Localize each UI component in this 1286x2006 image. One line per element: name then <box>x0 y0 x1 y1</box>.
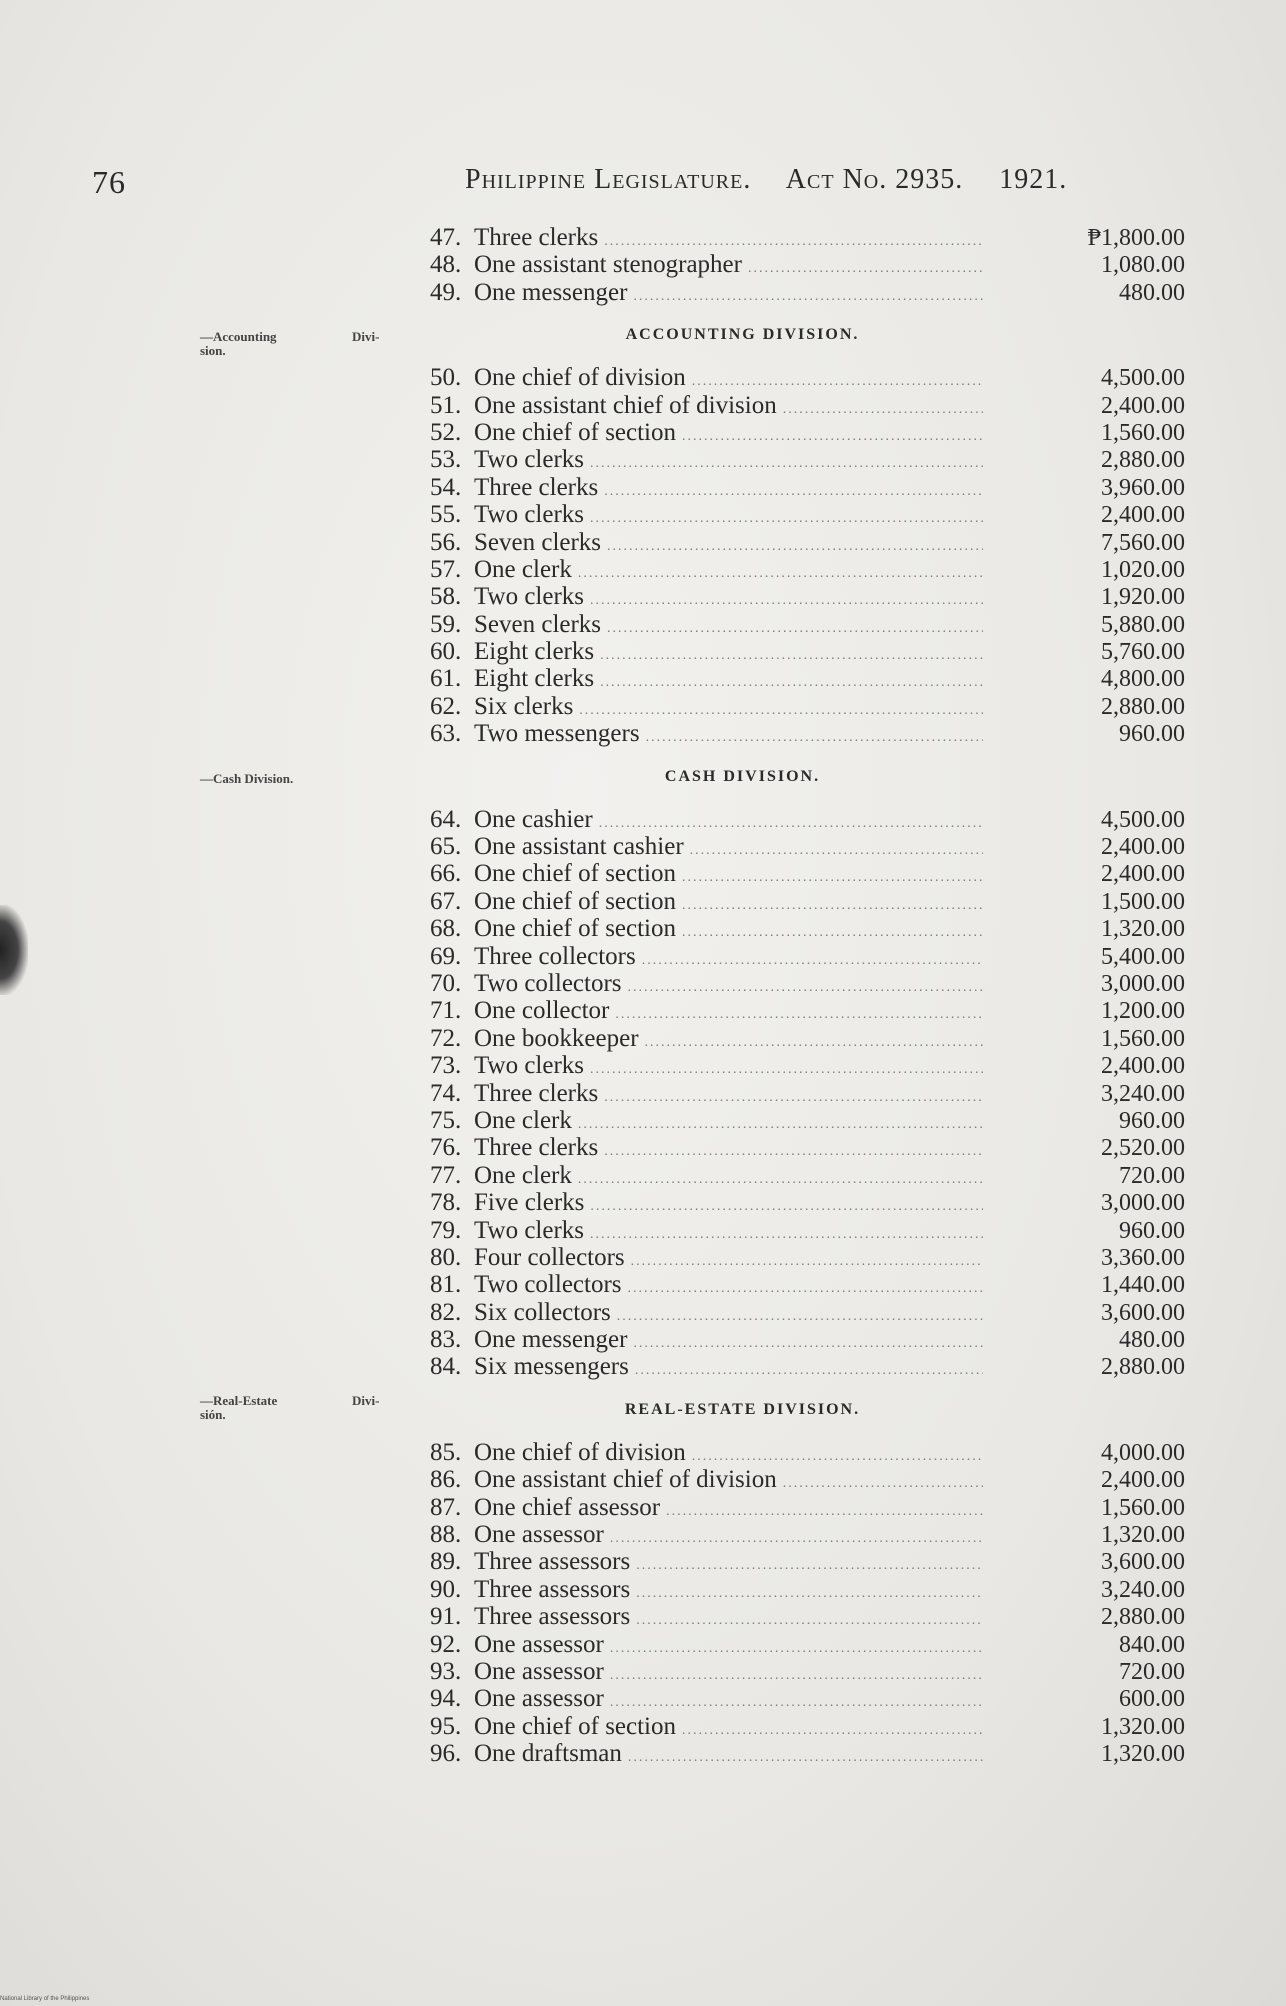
item-number: 88. <box>430 1521 462 1549</box>
list-item <box>430 474 1185 501</box>
item-description: One assessor <box>474 1630 604 1658</box>
leader-dots <box>642 947 983 974</box>
item-description: One assistant chief of division <box>474 1466 777 1494</box>
item-number: 83. <box>430 1326 462 1354</box>
list-item <box>430 556 1185 583</box>
leader-dots <box>600 669 983 696</box>
item-number: 73. <box>430 1052 462 1080</box>
list-item <box>430 1299 1185 1326</box>
list-item <box>430 529 1185 556</box>
item-number: 63. <box>430 720 462 748</box>
item-number: 76. <box>430 1134 462 1162</box>
item-number: 47. <box>430 224 462 251</box>
item-description: Two clerks <box>474 446 585 474</box>
list-item <box>430 446 1185 473</box>
item-number: 62. <box>430 692 462 720</box>
item-description: Two clerks <box>474 501 585 529</box>
list-item <box>430 693 1185 720</box>
item-description: One assistant stenographer <box>474 251 742 279</box>
item-amount: 2,400.00 <box>1101 834 1185 861</box>
item-description: One chief of division <box>474 364 686 392</box>
item-description: Six messengers <box>474 1353 629 1381</box>
leader-dots <box>615 1001 983 1028</box>
list-item <box>430 1576 1185 1603</box>
item-amount: 2,880.00 <box>1101 693 1185 720</box>
list-item <box>430 665 1185 692</box>
item-amount: 2,880.00 <box>1101 447 1185 474</box>
item-number: 68. <box>430 915 462 943</box>
item-number: 69. <box>430 942 462 970</box>
item-number: 65. <box>430 833 462 861</box>
item-number: 78. <box>430 1189 462 1217</box>
margin-note-text: —Cash Division. <box>200 771 294 786</box>
list-item <box>430 1244 1185 1271</box>
item-description: Eight clerks <box>474 638 595 666</box>
list-item <box>430 638 1185 665</box>
item-amount: 2,400.00 <box>1101 502 1185 529</box>
item-amount: 1,320.00 <box>1101 1522 1185 1549</box>
list-item <box>430 720 1185 747</box>
item-description: One cashier <box>474 805 593 833</box>
leader-dots <box>590 587 983 614</box>
item-number: 86. <box>430 1466 462 1494</box>
item-number: 54. <box>430 473 462 501</box>
list-item <box>430 1217 1185 1244</box>
footer-credit: National Library of the Philippines <box>0 1996 90 2002</box>
list-item <box>430 583 1185 610</box>
list-item <box>430 1189 1185 1216</box>
list-item <box>430 1134 1185 1161</box>
item-description: One chief of section <box>474 887 677 915</box>
item-description: Three collectors <box>474 942 636 970</box>
item-number: 85. <box>430 1438 462 1466</box>
leader-dots <box>645 1029 983 1056</box>
item-description: Four collectors <box>474 1243 625 1271</box>
item-amount: 480.00 <box>1119 279 1185 306</box>
item-amount: 1,560.00 <box>1101 419 1185 446</box>
leader-dots <box>631 1248 983 1275</box>
leader-dots <box>610 1635 983 1662</box>
running-head-act: Act No. 2935. <box>785 164 964 195</box>
margin-note-cash <box>200 772 400 786</box>
running-head-year: 1921. <box>999 164 1068 195</box>
list-item <box>430 251 1185 278</box>
item-amount: 960.00 <box>1119 721 1185 748</box>
list-item <box>430 279 1185 306</box>
leader-dots <box>748 255 983 282</box>
item-description: Three clerks <box>474 1134 599 1162</box>
leader-dots <box>690 837 983 864</box>
item-description: Seven clerks <box>474 610 602 638</box>
leader-dots <box>610 1525 983 1552</box>
leader-dots <box>578 1111 983 1138</box>
item-amount: 5,880.00 <box>1101 611 1185 638</box>
leader-dots <box>682 864 983 891</box>
list-item <box>430 501 1185 528</box>
item-number: 84. <box>430 1353 462 1381</box>
list-item <box>430 1521 1185 1548</box>
list-item <box>430 970 1185 997</box>
item-number: 89. <box>430 1548 462 1576</box>
page-number: 76 <box>92 164 126 200</box>
item-number: 67. <box>430 887 462 915</box>
item-amount: 480.00 <box>1119 1327 1185 1354</box>
margin-note-text: —Real-Estate <box>200 1393 278 1408</box>
item-amount: 1,320.00 <box>1101 916 1185 943</box>
item-description: One chief of section <box>474 418 677 446</box>
item-description: Three clerks <box>474 1079 599 1107</box>
margin-note-text-2: sion. <box>200 343 226 358</box>
list-item <box>430 392 1185 419</box>
item-number: 49. <box>430 278 462 306</box>
item-number: 92. <box>430 1630 462 1658</box>
margin-note-accounting <box>200 330 400 358</box>
item-description: Three assessors <box>474 1548 631 1576</box>
item-number: 57. <box>430 555 462 583</box>
item-amount: 4,500.00 <box>1101 806 1185 833</box>
item-number: 72. <box>430 1024 462 1052</box>
item-amount: 2,400.00 <box>1101 861 1185 888</box>
item-number: 75. <box>430 1106 462 1134</box>
leader-dots <box>628 1744 983 1771</box>
item-number: 64. <box>430 805 462 833</box>
item-amount: 1,080.00 <box>1101 252 1185 279</box>
item-number: 87. <box>430 1493 462 1521</box>
appropriation-list <box>430 224 1185 1768</box>
section-heading: ACCOUNTING DIVISION. <box>625 326 860 344</box>
leader-dots <box>590 1056 983 1083</box>
leader-dots <box>610 1662 983 1689</box>
item-amount: 720.00 <box>1119 1658 1185 1685</box>
leader-dots <box>666 1498 983 1525</box>
item-description: One chief assessor <box>474 1493 661 1521</box>
item-description: One clerk <box>474 555 572 583</box>
list-item <box>430 833 1185 860</box>
item-number: 70. <box>430 969 462 997</box>
item-amount: 3,000.00 <box>1101 970 1185 997</box>
item-description: Two clerks <box>474 583 585 611</box>
item-description: Seven clerks <box>474 528 602 556</box>
leader-dots <box>636 1552 983 1579</box>
item-amount: 3,000.00 <box>1101 1190 1185 1217</box>
leader-dots <box>579 697 983 724</box>
leader-dots <box>636 1580 983 1607</box>
item-description: One collector <box>474 997 610 1025</box>
list-item <box>430 1685 1185 1712</box>
item-number: 90. <box>430 1575 462 1603</box>
list-item <box>430 364 1185 391</box>
item-number: 94. <box>430 1685 462 1713</box>
item-amount: 2,400.00 <box>1101 392 1185 419</box>
leader-dots <box>783 1470 983 1497</box>
item-number: 58. <box>430 583 462 611</box>
list-item <box>430 888 1185 915</box>
item-description: Three clerks <box>474 473 599 501</box>
item-amount: 960.00 <box>1119 1107 1185 1134</box>
leader-dots <box>607 615 983 642</box>
scan-shadow <box>0 905 28 995</box>
leader-dots <box>578 1166 983 1193</box>
item-description: One assessor <box>474 1521 604 1549</box>
list-item <box>430 806 1185 833</box>
list-item <box>430 419 1185 446</box>
list-item <box>430 1326 1185 1353</box>
list-item <box>430 1080 1185 1107</box>
item-description: Eight clerks <box>474 665 595 693</box>
item-description: Six clerks <box>474 692 574 720</box>
item-description: One messenger <box>474 278 628 306</box>
list-item <box>430 1466 1185 1493</box>
item-amount: 1,560.00 <box>1101 1025 1185 1052</box>
list-item <box>430 1271 1185 1298</box>
item-description: One assessor <box>474 1657 604 1685</box>
item-amount: 3,600.00 <box>1101 1549 1185 1576</box>
running-head <box>465 164 1205 196</box>
leader-dots <box>617 1303 983 1330</box>
list-item <box>430 860 1185 887</box>
leader-dots <box>590 450 983 477</box>
leader-dots <box>607 533 983 560</box>
leader-dots <box>604 1138 983 1165</box>
list-item <box>430 224 1185 251</box>
item-description: One chief of section <box>474 860 677 888</box>
section-heading: CASH DIVISION. <box>664 767 821 785</box>
item-amount: 2,400.00 <box>1101 1053 1185 1080</box>
list-item <box>430 1740 1185 1767</box>
item-amount: 1,920.00 <box>1101 584 1185 611</box>
item-description: One chief of section <box>474 1712 677 1740</box>
leader-dots <box>682 919 983 946</box>
item-amount: 1,020.00 <box>1101 556 1185 583</box>
item-description: Three assessors <box>474 1603 631 1631</box>
item-description: Five clerks <box>474 1189 585 1217</box>
item-number: 51. <box>430 391 462 419</box>
item-amount: 1,560.00 <box>1101 1494 1185 1521</box>
item-amount: 4,500.00 <box>1101 365 1185 392</box>
list-item <box>430 1052 1185 1079</box>
item-number: 96. <box>430 1740 462 1768</box>
item-amount: 2,520.00 <box>1101 1135 1185 1162</box>
item-amount: 600.00 <box>1119 1686 1185 1713</box>
item-description: Two clerks <box>474 1052 585 1080</box>
item-number: 61. <box>430 665 462 693</box>
item-number: 55. <box>430 501 462 529</box>
item-amount: 840.00 <box>1119 1631 1185 1658</box>
item-description: Six collectors <box>474 1298 611 1326</box>
leader-dots <box>628 974 983 1001</box>
list-item <box>430 943 1185 970</box>
item-description: One assessor <box>474 1685 604 1713</box>
item-number: 93. <box>430 1657 462 1685</box>
leader-dots <box>590 505 983 532</box>
item-description: One clerk <box>474 1161 572 1189</box>
item-amount: 2,880.00 <box>1101 1354 1185 1381</box>
item-amount: 2,400.00 <box>1101 1467 1185 1494</box>
leader-dots <box>682 1717 983 1744</box>
item-number: 79. <box>430 1216 462 1244</box>
list-item <box>430 1162 1185 1189</box>
item-description: Two collectors <box>474 1271 622 1299</box>
section-heading: REAL-ESTATE DIVISION. <box>624 1400 861 1418</box>
margin-note-real-estate <box>200 1394 400 1422</box>
item-description: One assistant cashier <box>474 833 684 861</box>
item-number: 48. <box>430 251 462 279</box>
margin-note-text-right: Divi- <box>352 329 380 344</box>
item-description: One chief of division <box>474 1438 686 1466</box>
running-head-title: Philippine Legislature. <box>465 164 752 195</box>
item-description: One bookkeeper <box>474 1024 639 1052</box>
item-amount: 1,320.00 <box>1101 1713 1185 1740</box>
leader-dots <box>600 642 983 669</box>
list-item <box>430 1603 1185 1630</box>
item-amount: 4,800.00 <box>1101 666 1185 693</box>
list-item <box>430 1713 1185 1740</box>
item-number: 60. <box>430 638 462 666</box>
item-number: 52. <box>430 418 462 446</box>
item-amount: 3,960.00 <box>1101 474 1185 501</box>
item-amount: 720.00 <box>1119 1162 1185 1189</box>
list-item <box>430 1548 1185 1575</box>
item-number: 50. <box>430 364 462 392</box>
leader-dots <box>682 892 983 919</box>
item-number: 81. <box>430 1271 462 1299</box>
item-description: Three assessors <box>474 1575 631 1603</box>
item-number: 59. <box>430 610 462 638</box>
item-description: Two collectors <box>474 969 622 997</box>
leader-dots <box>590 1221 983 1248</box>
item-description: Two clerks <box>474 1216 585 1244</box>
margin-note-text-2: sión. <box>200 1407 226 1422</box>
list-item <box>430 1439 1185 1466</box>
item-number: 74. <box>430 1079 462 1107</box>
list-item <box>430 611 1185 638</box>
item-description: One draftsman <box>474 1740 622 1768</box>
item-description: One messenger <box>474 1326 628 1354</box>
leader-dots <box>604 478 983 505</box>
leader-dots <box>628 1275 983 1302</box>
leader-dots <box>783 396 983 423</box>
item-number: 53. <box>430 446 462 474</box>
item-description: One assistant chief of division <box>474 391 777 419</box>
item-amount: 1,320.00 <box>1101 1741 1185 1768</box>
item-number: 91. <box>430 1603 462 1631</box>
item-number: 56. <box>430 528 462 556</box>
leader-dots <box>604 1084 983 1111</box>
item-description: Two messengers <box>474 720 640 748</box>
item-amount: 3,600.00 <box>1101 1299 1185 1326</box>
item-description: One clerk <box>474 1106 572 1134</box>
item-amount: 1,500.00 <box>1101 888 1185 915</box>
item-number: 71. <box>430 997 462 1025</box>
item-amount: 7,560.00 <box>1101 529 1185 556</box>
leader-dots <box>590 1193 983 1220</box>
item-description: Three clerks <box>474 224 599 251</box>
item-amount: 1,440.00 <box>1101 1272 1185 1299</box>
list-item <box>430 997 1185 1024</box>
item-number: 82. <box>430 1298 462 1326</box>
item-amount: 5,400.00 <box>1101 943 1185 970</box>
item-amount: 1,200.00 <box>1101 998 1185 1025</box>
item-amount: 960.00 <box>1119 1217 1185 1244</box>
list-item <box>430 1107 1185 1134</box>
leader-dots <box>636 1607 983 1634</box>
item-number: 66. <box>430 860 462 888</box>
list-item <box>430 915 1185 942</box>
margin-note-text-right: Divi- <box>352 1393 380 1408</box>
item-amount: ₱1,800.00 <box>1087 225 1185 251</box>
item-number: 95. <box>430 1712 462 1740</box>
item-amount: 3,240.00 <box>1101 1080 1185 1107</box>
list-item <box>430 1025 1185 1052</box>
list-item <box>430 1494 1185 1521</box>
item-amount: 3,240.00 <box>1101 1576 1185 1603</box>
item-description: One chief of section <box>474 915 677 943</box>
list-item <box>430 1631 1185 1658</box>
item-amount: 3,360.00 <box>1101 1244 1185 1271</box>
margin-note-text: —Accounting <box>200 329 277 344</box>
list-item <box>430 1658 1185 1685</box>
item-amount: 2,880.00 <box>1101 1604 1185 1631</box>
leader-dots <box>682 423 983 450</box>
item-amount: 4,000.00 <box>1101 1439 1185 1466</box>
list-item <box>430 1353 1185 1380</box>
item-number: 80. <box>430 1243 462 1271</box>
leader-dots <box>578 560 983 587</box>
item-amount: 5,760.00 <box>1101 639 1185 666</box>
leader-dots <box>633 1330 983 1357</box>
item-number: 77. <box>430 1161 462 1189</box>
